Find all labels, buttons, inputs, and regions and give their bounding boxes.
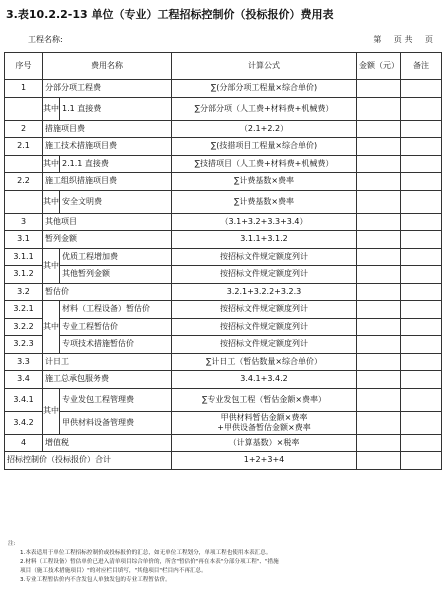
row-remarks <box>401 301 442 319</box>
total-remarks <box>401 452 442 470</box>
row-name: 2.1.1 直接费 <box>60 155 172 173</box>
row-seq: 3 <box>5 213 43 231</box>
table-row <box>5 336 442 354</box>
row-remarks <box>401 266 442 284</box>
header-amount: 金额（元） <box>357 53 401 80</box>
table-row <box>5 301 442 319</box>
page-label-3: 页 <box>425 35 433 44</box>
row-remarks <box>401 411 442 434</box>
row-seq: 3.2.2 <box>5 318 43 336</box>
row-name: 施工组织措施项目费 <box>43 173 172 191</box>
row-remarks <box>401 318 442 336</box>
table-row <box>5 80 442 98</box>
row-sub-label: 其中 <box>43 248 60 283</box>
table-row <box>5 388 442 411</box>
row-formula-line: +甲供设备暂估金额×费率 <box>217 422 311 432</box>
total-name: 招标控制价（投标报价）合计 <box>5 452 172 470</box>
row-name: 专业发包工程管理费 <box>60 388 172 411</box>
row-seq: 2 <box>5 120 43 138</box>
row-amount <box>357 155 401 173</box>
row-remarks <box>401 155 442 173</box>
row-name: 专业工程暂估价 <box>60 318 172 336</box>
fee-table <box>4 52 442 470</box>
row-name: 计日工 <box>43 353 172 371</box>
row-name: 措施项目费 <box>43 120 172 138</box>
row-name: 暂估价 <box>43 283 172 301</box>
row-remarks <box>401 353 442 371</box>
table-row <box>5 173 442 191</box>
table-row <box>5 411 442 434</box>
row-remarks <box>401 371 442 389</box>
row-name: 其他暂列金额 <box>60 266 172 284</box>
row-formula: ∑计费基数×费率 <box>172 190 357 213</box>
row-remarks <box>401 97 442 120</box>
row-sub-label: 其中 <box>43 388 60 434</box>
row-formula: ∑计日工（暂估数量×综合单价） <box>172 353 357 371</box>
row-name: 分部分项工程费 <box>43 80 172 98</box>
row-amount <box>357 434 401 452</box>
table-row <box>5 97 442 120</box>
row-formula: 3.2.1+3.2.2+3.2.3 <box>172 283 357 301</box>
table-title: 3.表10.2.2-13 单位（专业）工程招标控制价（投标报价）费用表 <box>6 8 334 21</box>
row-name: 甲供材料设备管理费 <box>60 411 172 434</box>
row-seq: 2.1 <box>5 138 43 156</box>
row-seq: 3.1 <box>5 231 43 249</box>
row-amount <box>357 318 401 336</box>
row-name: 安全文明费 <box>60 190 172 213</box>
row-name: 材料（工程设备）暂估价 <box>60 301 172 319</box>
row-seq: 3.4 <box>5 371 43 389</box>
table-row <box>5 213 442 231</box>
table-row <box>5 371 442 389</box>
row-remarks <box>401 80 442 98</box>
row-name: 暂列金额 <box>43 231 172 249</box>
table-row <box>5 318 442 336</box>
notes-head: 注: <box>8 541 16 547</box>
row-formula: 按招标文件规定额度列计 <box>172 248 357 266</box>
note-2b: 项目（施工技术措施项目）"的对应栏目填写，"其他项目"栏目内不再汇总。 <box>20 568 207 574</box>
row-amount <box>357 388 401 411</box>
row-name: 1.1 直接费 <box>60 97 172 120</box>
total-formula: 1+2+3+4 <box>172 452 357 470</box>
row-amount <box>357 248 401 266</box>
row-formula: 3.1.1+3.1.2 <box>172 231 357 249</box>
row-name: 优质工程增加费 <box>60 248 172 266</box>
row-amount <box>357 353 401 371</box>
row-amount <box>357 283 401 301</box>
header-seq: 序号 <box>5 53 43 80</box>
row-seq: 3.2.3 <box>5 336 43 354</box>
note-3: 3.专业工程暂估价内不含发包人单独发包的专业工程暂估价。 <box>20 577 171 583</box>
row-remarks <box>401 434 442 452</box>
row-remarks <box>401 173 442 191</box>
table-row <box>5 434 442 452</box>
row-amount <box>357 266 401 284</box>
table-row <box>5 138 442 156</box>
row-name: 增值税 <box>43 434 172 452</box>
row-formula: 按招标文件规定额度列计 <box>172 318 357 336</box>
row-seq <box>5 190 43 213</box>
header-name: 费用名称 <box>43 53 172 80</box>
row-seq: 3.2.1 <box>5 301 43 319</box>
row-seq: 3.4.1 <box>5 388 43 411</box>
table-row <box>5 190 442 213</box>
header-remarks: 备注 <box>401 53 442 80</box>
row-amount <box>357 336 401 354</box>
row-amount <box>357 80 401 98</box>
row-formula: 按招标文件规定额度列计 <box>172 336 357 354</box>
row-amount <box>357 190 401 213</box>
row-sub-label: 其中 <box>43 97 60 120</box>
row-formula: （3.1+3.2+3.3+3.4） <box>172 213 357 231</box>
page-numbering <box>363 34 433 45</box>
meta-row <box>0 34 445 48</box>
row-amount <box>357 213 401 231</box>
row-name: 施工技术措施项目费 <box>43 138 172 156</box>
row-seq: 2.2 <box>5 173 43 191</box>
row-amount <box>357 411 401 434</box>
row-remarks <box>401 120 442 138</box>
row-formula: ∑计费基数×费率 <box>172 173 357 191</box>
row-seq: 1 <box>5 80 43 98</box>
row-amount <box>357 371 401 389</box>
row-seq: 3.3 <box>5 353 43 371</box>
table-row <box>5 231 442 249</box>
header-formula: 计算公式 <box>172 53 357 80</box>
project-name-label: 工程名称: <box>28 35 63 44</box>
row-name: 其他项目 <box>43 213 172 231</box>
row-remarks <box>401 231 442 249</box>
note-2a: 2.材料（工程设备）暂估单价已进入清单项目综合单价的，所含"暂估价"再在本表"分部分项工程"、"措施 <box>20 559 279 565</box>
row-formula: ∑专业发包工程（暂估金额×费率） <box>172 388 357 411</box>
row-formula: ∑分部分项（人工费+材料费+机械费） <box>172 97 357 120</box>
row-name: 专项技术措施暂估价 <box>60 336 172 354</box>
row-amount <box>357 120 401 138</box>
row-remarks <box>401 138 442 156</box>
row-amount <box>357 97 401 120</box>
row-amount <box>357 138 401 156</box>
notes <box>8 540 440 585</box>
row-formula: ∑(分部分项工程量×综合单价) <box>172 80 357 98</box>
total-amount <box>357 452 401 470</box>
row-remarks <box>401 213 442 231</box>
row-formula: ∑(技措项目工程量×综合单价) <box>172 138 357 156</box>
row-formula: （2.1+2.2） <box>172 120 357 138</box>
row-amount <box>357 173 401 191</box>
row-formula-line: 甲供材料暂估金额×费率 <box>220 412 308 422</box>
row-seq: 4 <box>5 434 43 452</box>
row-remarks <box>401 283 442 301</box>
row-remarks <box>401 248 442 266</box>
row-sub-label: 其中 <box>43 155 60 173</box>
row-formula: （计算基数）×税率 <box>172 434 357 452</box>
table-row <box>5 155 442 173</box>
row-sub-label: 其中 <box>43 190 60 213</box>
row-seq: 3.4.2 <box>5 411 43 434</box>
row-formula: ∑技措项目（人工费+材料费+机械费） <box>172 155 357 173</box>
table-row <box>5 353 442 371</box>
row-seq: 3.1.2 <box>5 266 43 284</box>
row-seq: 3.2 <box>5 283 43 301</box>
row-formula: 按招标文件规定额度列计 <box>172 301 357 319</box>
table-row <box>5 248 442 266</box>
row-remarks <box>401 336 442 354</box>
table-row <box>5 266 442 284</box>
page-label-1: 第 <box>373 35 382 44</box>
table-row <box>5 283 442 301</box>
row-formula: 3.4.1+3.4.2 <box>172 371 357 389</box>
row-name: 施工总承包服务费 <box>43 371 172 389</box>
row-remarks <box>401 190 442 213</box>
total-row <box>5 452 442 470</box>
row-seq <box>5 155 43 173</box>
row-seq <box>5 97 43 120</box>
row-formula: 按招标文件规定额度列计 <box>172 266 357 284</box>
header-row <box>5 53 442 80</box>
row-remarks <box>401 388 442 411</box>
row-amount <box>357 231 401 249</box>
page-label-2: 页 共 <box>393 35 413 44</box>
row-formula <box>172 411 357 434</box>
row-sub-label: 其中 <box>43 301 60 354</box>
row-amount <box>357 301 401 319</box>
table-row <box>5 120 442 138</box>
row-seq: 3.1.1 <box>5 248 43 266</box>
note-1: 1.本表适用于单位工程招标控制价或投标报价的汇总，如无单位工程划分，单项工程也使用本表汇总。 <box>20 550 272 556</box>
